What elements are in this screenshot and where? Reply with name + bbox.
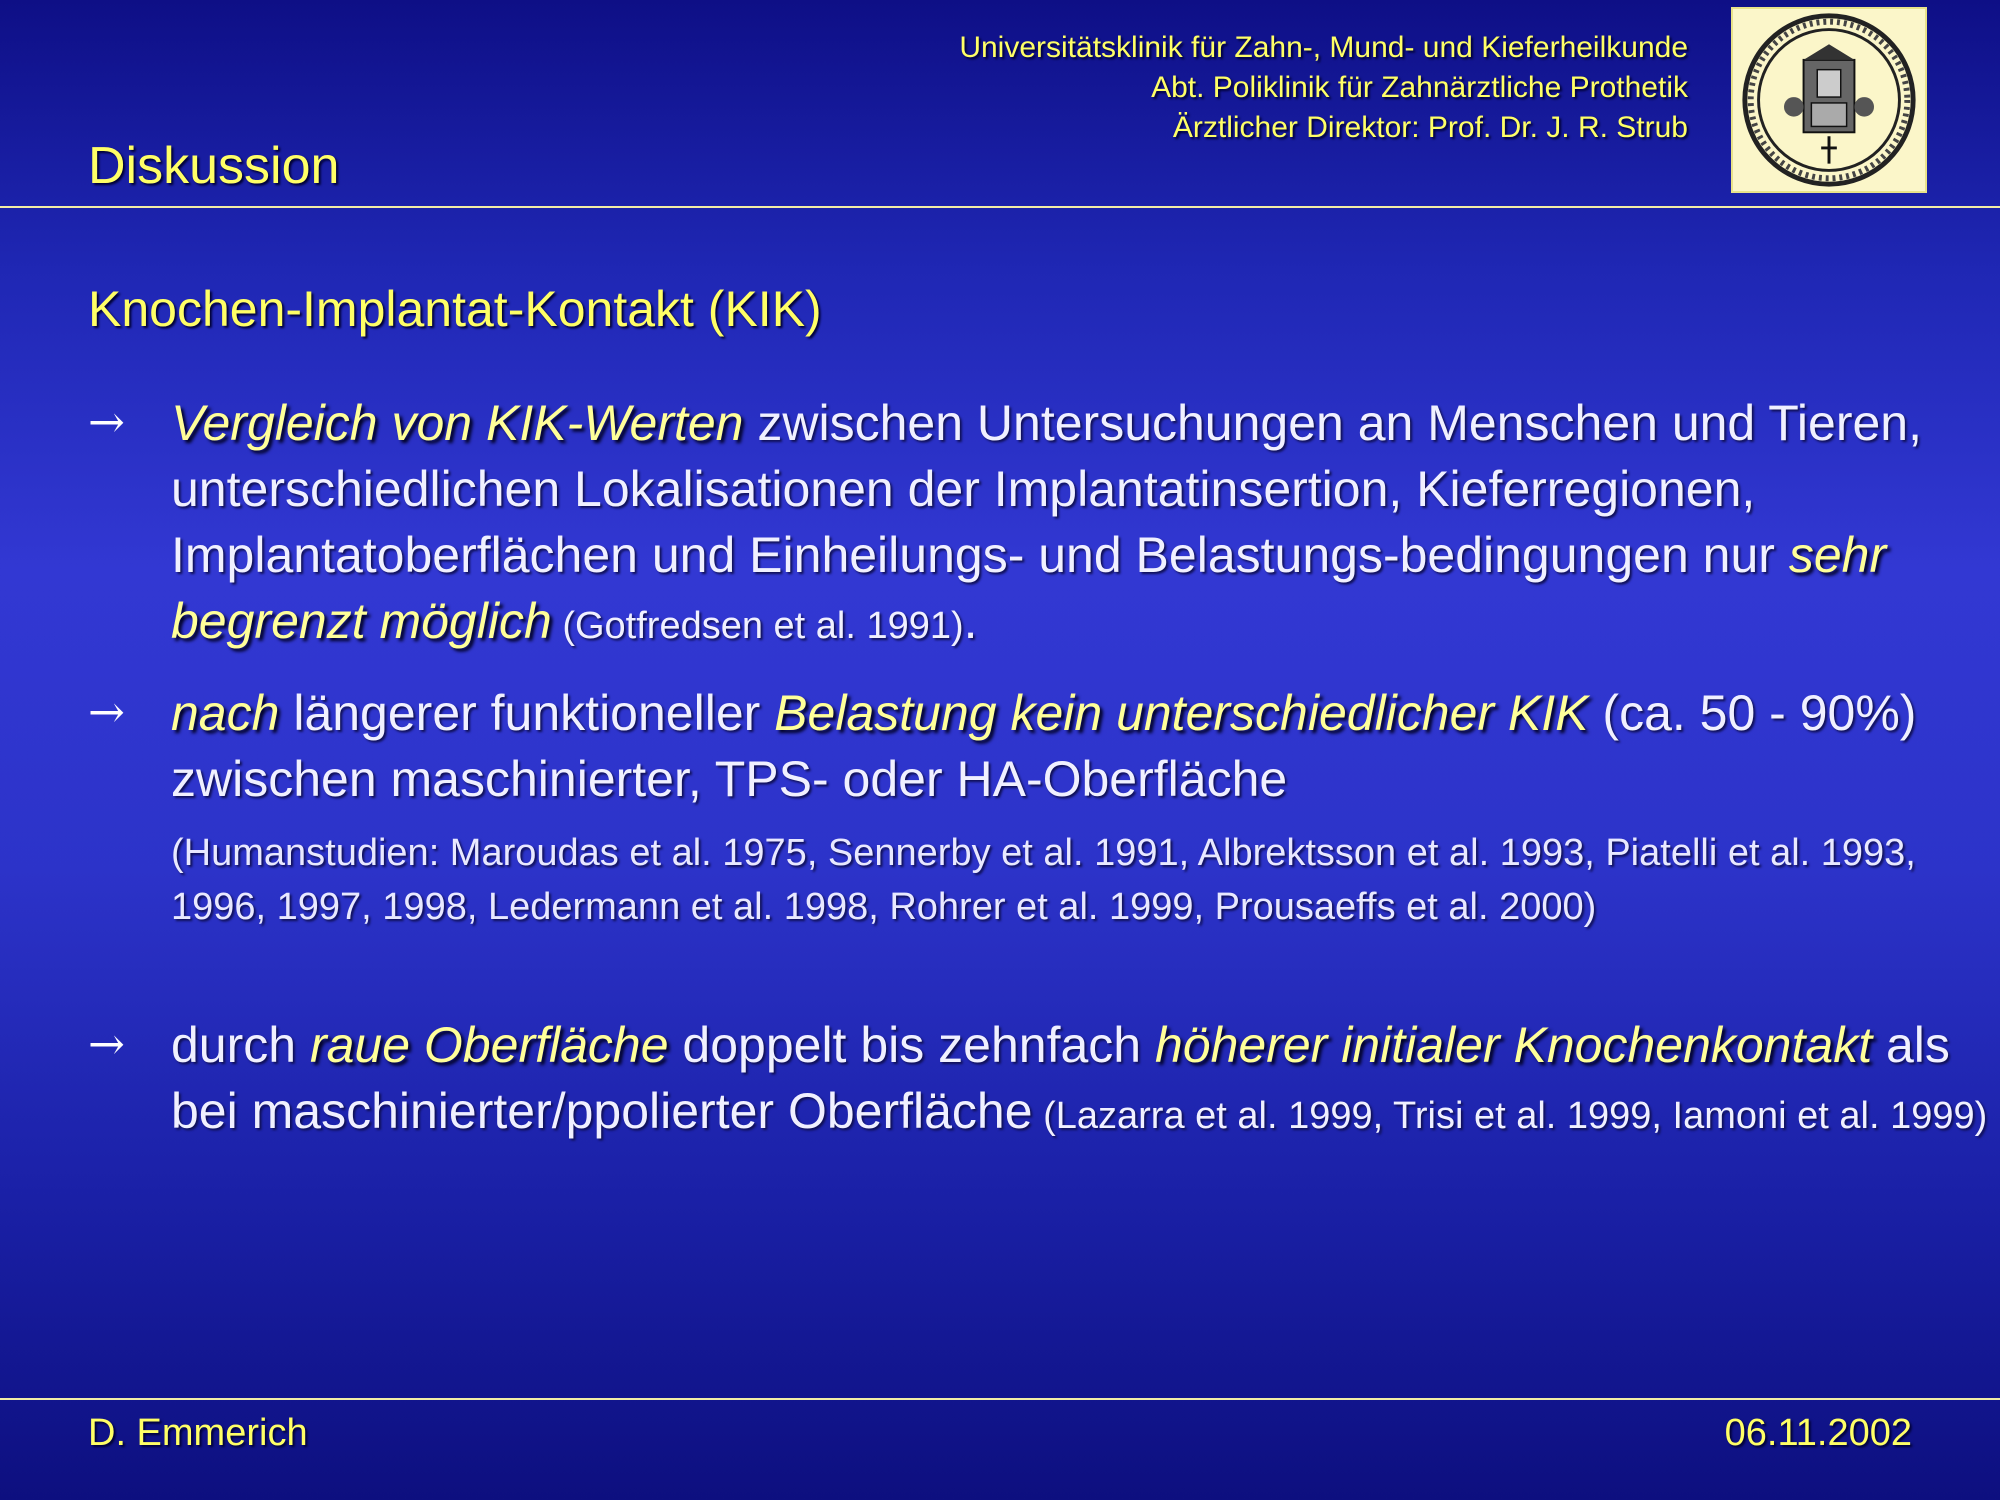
body-text: zwischen Untersuchungen an Menschen und Tieren, unterschiedlichen Lokalisationen der Implantatinsertion, Kieferregionen, Implantatoberflächen und Einheilungs- und Belastungs-bedingungen nur [171, 395, 1922, 583]
bullet-text [171, 390, 2000, 654]
bullet-text [171, 680, 2000, 934]
footer-divider [0, 1398, 2000, 1400]
arrow-right-icon: → [88, 687, 125, 738]
body-text: durch [171, 1017, 310, 1073]
institution-name: Universitätsklinik für Zahn-, Mund- und Kieferheilkunde [959, 31, 1688, 64]
institution-header [959, 28, 1688, 148]
emphasis-text: nach [171, 685, 280, 741]
arrow-right-icon: → [88, 1019, 125, 1070]
emphasis-text: raue Oberfläche [309, 1017, 669, 1073]
citation: (Gotfredsen et al. 1991) [551, 605, 964, 647]
emphasis-text: Belastung kein unterschiedlicher KIK [774, 685, 1589, 741]
emphasis-text: Vergleich von KIK-Werten [171, 395, 744, 451]
director-name: Ärztlicher Direktor: Prof. Dr. J. R. Strub [1172, 111, 1688, 144]
citation-block: (Humanstudien: Maroudas et al. 1975, Sennerby et al. 1991, Albrektsson et al. 1993, Piatelli et al. 1993, 1996, 1997, 1998, Ledermann et al. 1998, Rohrer et al. 1999, Prousaeffs et al. 2000) [171, 832, 1916, 928]
bullet-text [171, 1012, 2000, 1144]
footer-date: 06.11.2002 [1724, 1412, 1912, 1454]
body-text: doppelt bis zehnfach [668, 1017, 1155, 1073]
citation: (Lazarra et al. 1999, Trisi et al. 1999, Iamoni et al. 1999) [1032, 1095, 1988, 1137]
body-text: (ca. 50 - 90%) zwischen maschinierter, TPS- oder HA-Oberfläche [171, 685, 1917, 807]
footer-author: D. Emmerich [88, 1412, 308, 1454]
emphasis-text: sehr begrenzt möglich [171, 527, 1887, 649]
body-text: längerer funktioneller [279, 685, 775, 741]
arrow-right-icon: → [88, 397, 125, 448]
university-seal-icon [1731, 7, 1927, 193]
emphasis-text: höherer initialer Knochenkontakt [1154, 1017, 1873, 1073]
body-text: . [963, 593, 978, 649]
section-title: Diskussion [88, 137, 340, 195]
header-divider [0, 206, 2000, 208]
body-text: als bei maschinierter/ppolierter Oberfläche [171, 1017, 1950, 1139]
slide-subtitle: Knochen-Implantat-Kontakt (KIK) [88, 281, 822, 337]
department-name: Abt. Poliklinik für Zahnärztliche Prothetik [1151, 71, 1688, 104]
